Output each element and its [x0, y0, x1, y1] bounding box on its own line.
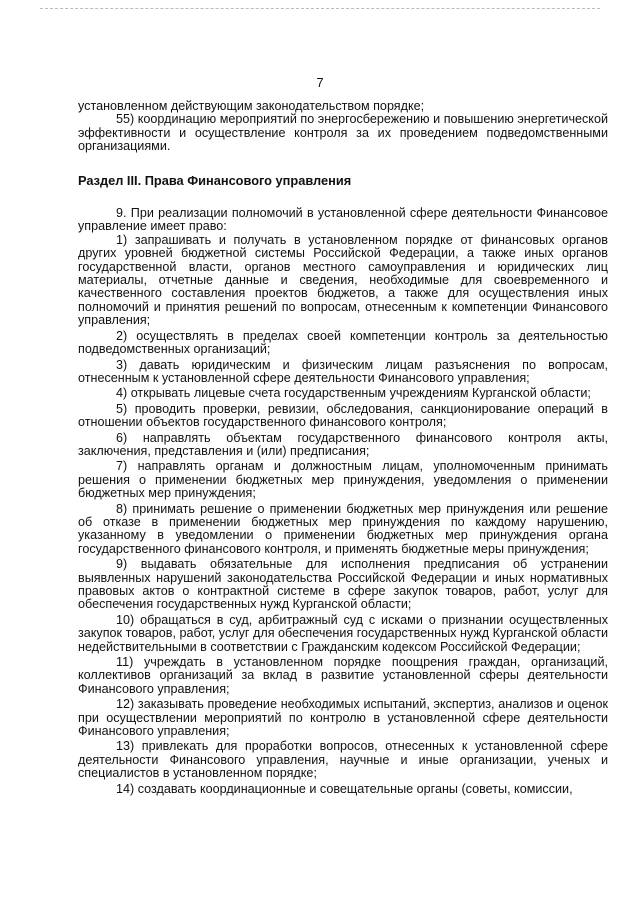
right-10: 10) обращаться в суд, арбитражный суд с исками о признании осуществленных закупок товаров, работ, услуг для обеспечения государственных нужд Курганской области недействительными в соответствии с Гражданским кодексом Российской Федерации;: [78, 612, 608, 654]
right-11: 11) учреждать в установленном порядке поощрения граждан, организаций, коллективов организаций за вклад в развитие установленной сферы деятельности Финансового управления;: [78, 655, 608, 696]
right-14: 14) создавать координационные и совещательные органы (советы, комиссии,: [116, 781, 573, 796]
right-7: 7) направлять органам и должностным лицам, уполномоченным принимать решения о применении бюджетных мер принуждения, уведомления о применении бюджетных мер принуждения;: [78, 459, 608, 501]
intro-line: установленном действующим законодательством порядке;: [78, 99, 425, 113]
document-body: [78, 100, 608, 796]
right-6: 6) направлять объектам государственного финансового контроля акты, заключения, представления и (или) предписания;: [78, 430, 608, 458]
right-2: 2) осуществлять в пределах своей компетенции контроль за деятельностью подведомственных организаций;: [78, 328, 608, 357]
right-13: 13) привлекать для проработки вопросов, отнесенных к установленной сфере деятельности Финансового управления, научные и иные организации, ученых и специалистов в установленном порядке;: [78, 739, 608, 781]
right-9: 9) выдавать обязательные для исполнения предписания об устранении выявленных нарушений законодательства Российской Федерации и иных нормативных правовых актов о контрактной системе в сфере закупок товаров, работ, услуг для обеспечения государственных нужд Курганской области;: [78, 557, 608, 612]
right-12: 12) заказывать проведение необходимых испытаний, экспертиз, анализов и оценок при осуществлении мероприятий по контролю в установленной сфере деятельности Финансового управления;: [78, 697, 608, 739]
scan-artifact-line: [40, 8, 600, 9]
section-title: Раздел III. Права Финансового управления: [78, 172, 352, 188]
item-9: 9. При реализации полномочий в установленной сфере деятельности Финансовое управление имеет право:: [78, 206, 608, 234]
right-8: 8) принимать решение о применении бюджетных мер принуждения или решение об отказе в применении бюджетных мер принуждения по каждому нарушению, указанному в уведомлении о применении бюджетных мер принуждения органа государственного финансового контроля, и применять бюджетные меры принуждения;: [78, 501, 608, 556]
right-5: 5) проводить проверки, ревизии, обследования, санкционирование операций в отношении объектов государственного финансового контроля;: [78, 401, 608, 430]
right-3: 3) давать юридическим и физическим лицам разъяснения по вопросам, отнесенным к установленной сфере деятельности Финансового управления;: [78, 357, 608, 385]
item-55: 55) координацию мероприятий по энергосбережению и повышению энергетической эффективности и осуществление контроля за их проведением подведомственными организациями.: [78, 112, 608, 154]
right-1: 1) запрашивать и получать в установленном порядке от финансовых органов других уровней бюджетной системы Российской Федерации, а также иных органов государственной власти, органов местного самоуправления и юридических лиц материалы, отчетные данные и сведения, необходимые для своевременного и качественного составления проектов бюджетов, а также для осуществления иных полномочий и принятия решений по вопросам, отнесенным к компетенции Финансового управления;: [78, 232, 608, 328]
right-4: 4) открывать лицевые счета государственным учреждениям Курганской области;: [116, 386, 591, 401]
page-number: 7: [316, 75, 324, 90]
